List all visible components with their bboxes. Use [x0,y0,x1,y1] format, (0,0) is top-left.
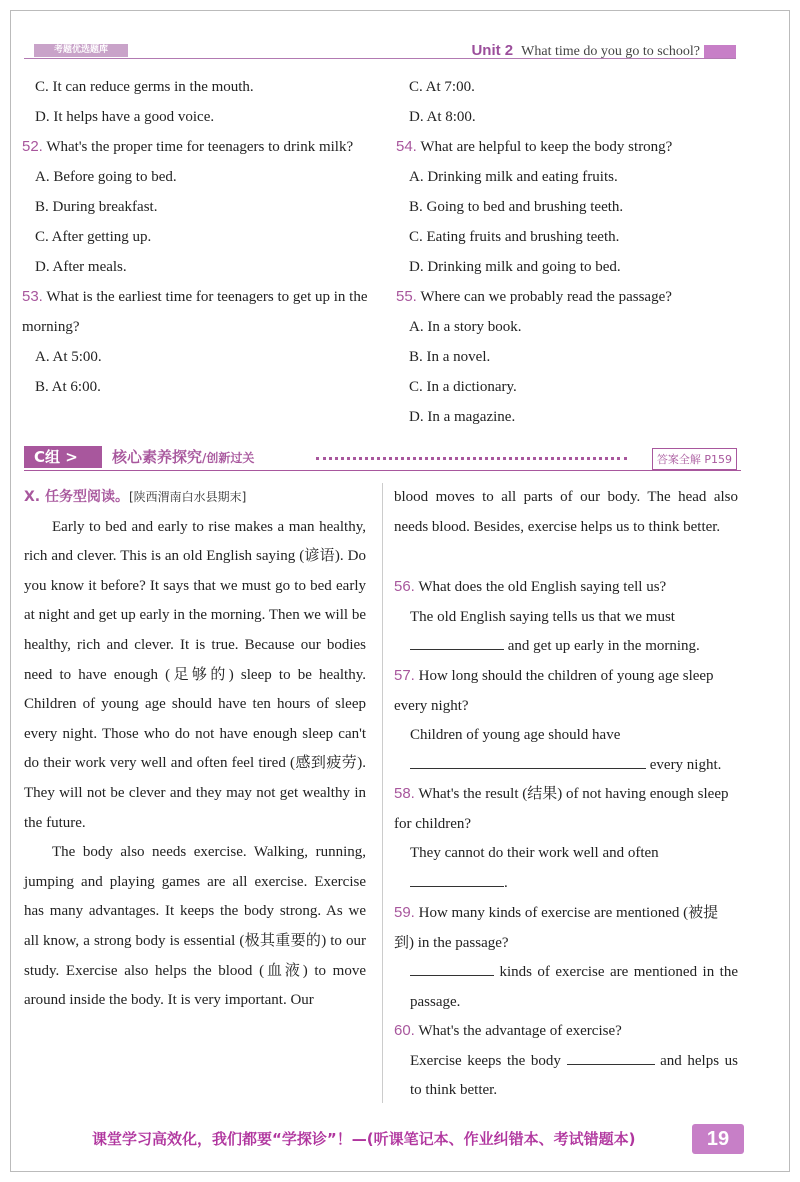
right-question-column [396,72,744,432]
answer-line [410,721,738,780]
header-tag: 考题优选题库 [34,44,128,57]
section-subtitle: /创新过关 [202,451,255,465]
option: C. In a dictionary. [409,379,517,395]
question-number: 57. [394,667,415,684]
question-text: What is the earliest time for teenagers to get up in the morning? [22,289,368,335]
question-text: Where can we probably read the passage? [420,289,672,305]
answer-line [410,1047,738,1106]
header-title [471,42,700,60]
passage-title: X. 任务型阅读。 [24,489,129,505]
option: B. In a novel. [409,349,491,365]
section-title-main: 核心素养探究 [112,448,203,466]
question-number: 52. [22,138,43,155]
question-text: How many kinds of exercise are mentioned (被提到) in the passage? [394,905,719,951]
option: C. At 7:00. [409,79,475,95]
answer-blank[interactable] [410,872,504,887]
question-number: 59. [394,904,415,921]
question-text: What's the proper time for teenagers to drink milk? [46,139,354,155]
section-tag: C组 > [24,446,102,468]
passage-paragraph-1: Early to bed and early to rise makes a man healthy, rich and clever. This is an old English saying (谚语). Do you know it before? It says that we must go to bed early at night and get up early in the morning. Then we will be healthy, rich and clever. It is true. Because our bodies need to have enough (足够的) sleep to be healthy. Children of young age should have ten hours of sleep every night. Those who do not have enough sleep can't do their work very well and often feel tired (感到疲劳). They will not be clever and they may not get wealthy in the future. [24,518,366,831]
answer-line [410,603,738,662]
question-55 [396,282,744,312]
answer-suffix: . [504,874,508,891]
left-question-column [22,72,370,402]
option: C. It can reduce germs in the mouth. [35,79,254,95]
passage-continuation: blood moves to all parts of our body. The head also needs blood. Besides, exercise helps us to think better. [394,489,738,535]
option: D. At 8:00. [409,109,476,125]
answer-suffix: every night. [649,756,722,773]
answer-line [410,839,738,898]
question-number: 54. [396,138,417,155]
question-number: 55. [396,288,417,305]
option: B. Going to bed and brushing teeth. [409,199,624,215]
option: B. At 6:00. [35,379,101,395]
answer-prefix: Children of young age should have [410,727,621,744]
task-question-60 [394,1016,738,1106]
question-text: What's the advantage of exercise? [418,1023,622,1039]
question-number: 58. [394,785,415,802]
footer-slogan: 课堂学习高效化，我们都要“学探诊”！—(听课笔记本、作业纠错本、考试错题本) [92,1130,636,1148]
answer-blank[interactable] [410,961,494,976]
passage-source: [陕西渭南白水县期末] [129,490,247,504]
question-number: 60. [394,1022,415,1039]
option: A. In a story book. [409,319,522,335]
question-number: 56. [394,578,415,595]
page-number: 19 [692,1124,744,1154]
question-52 [22,132,370,162]
question-text: How long should the children of young age sleep every night? [394,668,714,714]
option: A. Drinking milk and eating fruits. [409,169,618,185]
answer-suffix: and helps us to think better. [410,1052,738,1099]
section-title [112,446,254,469]
column-divider [382,483,383,1103]
answer-blank[interactable] [410,635,504,650]
answer-reference: 答案全解 P159 [652,448,737,470]
answer-suffix: kinds of exercise are mentioned in the passage. [410,964,738,1010]
task-question-56 [394,572,738,662]
option: A. Before going to bed. [35,169,177,185]
unit-title: What time do you go to school? [521,44,700,59]
option: C. Eating fruits and brushing teeth. [409,229,620,245]
answer-prefix: The old English saying tells us that we must [410,608,675,625]
option: D. Drinking milk and going to bed. [409,259,621,275]
question-text: What are helpful to keep the body strong? [420,139,673,155]
answer-prefix: They cannot do their work well and often [410,845,659,862]
task-question-57 [394,661,738,780]
section-bar [24,446,741,468]
task-question-58 [394,779,738,898]
option: A. At 5:00. [35,349,102,365]
option: D. It helps have a good voice. [35,109,215,125]
passage-paragraph-2: The body also needs exercise. Walking, running, jumping and playing games are all exercise. Exercise has many advantages. It keeps the body strong. As we all know, a strong body is essential (极其重要的) to our study. Exercise also helps the blood (血液) to move around inside the body. It is very important. Our [24,844,366,1009]
option: B. During breakfast. [35,199,158,215]
question-54 [396,132,744,162]
header-accent [704,45,736,58]
section-dotted-rule [316,457,627,460]
passage-heading [24,483,366,513]
section-underline [24,470,741,471]
unit-label: Unit 2 [471,42,514,59]
reading-passage [24,483,366,1016]
question-number: 53. [22,288,43,305]
option: D. In a magazine. [409,409,516,425]
answer-prefix: Exercise keeps the body [410,1052,561,1069]
question-text: What does the old English saying tell us? [418,579,667,595]
answer-blank[interactable] [567,1050,655,1065]
option: D. After meals. [35,259,127,275]
task-question-59 [394,898,738,1017]
answer-line [410,958,738,1017]
answer-suffix: and get up early in the morning. [507,638,700,655]
answer-blank[interactable] [410,754,646,769]
question-53 [22,282,370,342]
question-text: What's the result (结果) of not having enough sleep for children? [394,786,729,832]
option: C. After getting up. [35,229,152,245]
